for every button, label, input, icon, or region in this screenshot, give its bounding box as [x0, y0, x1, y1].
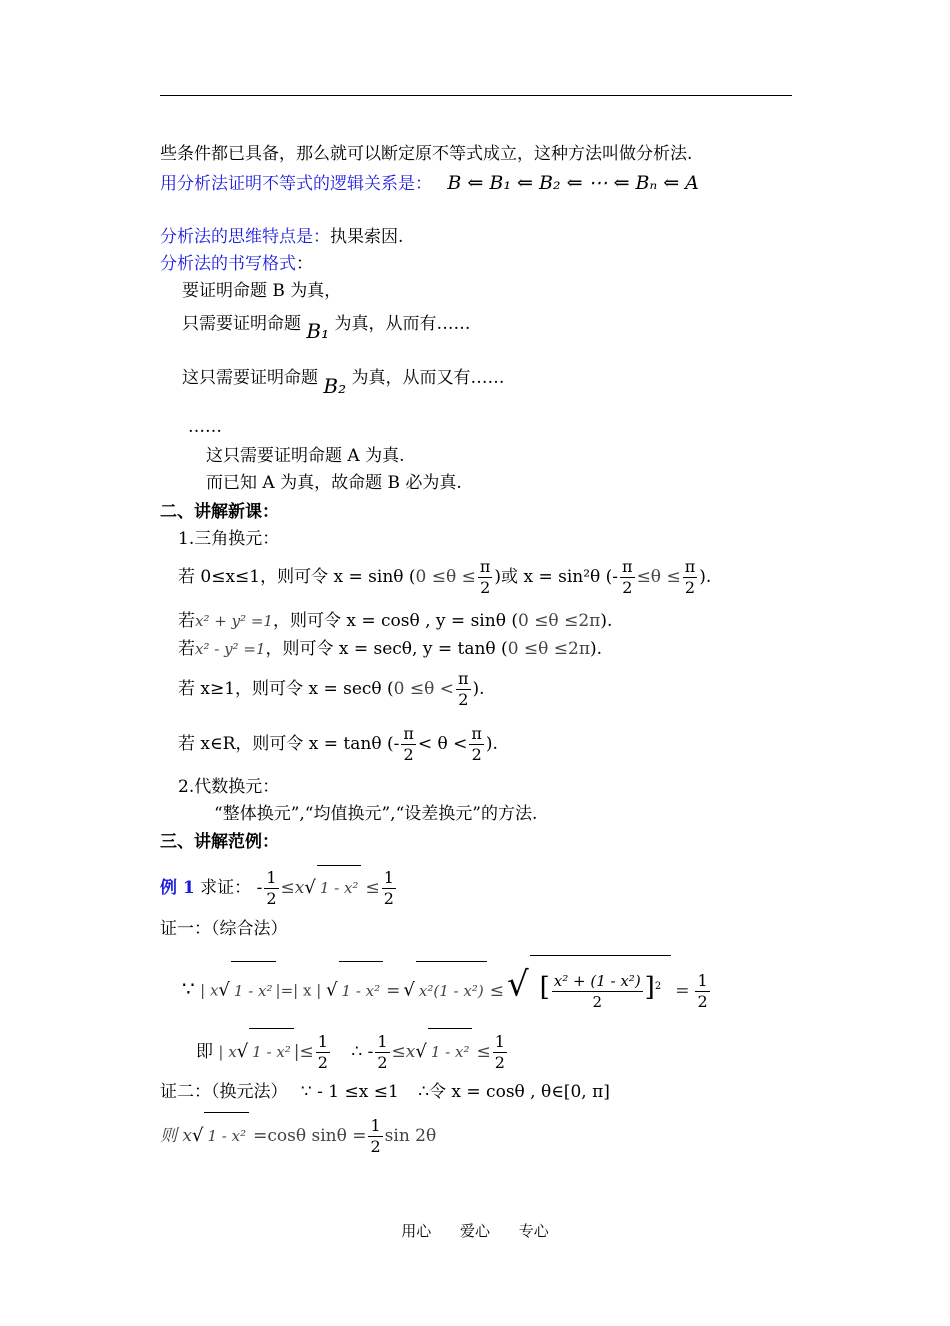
text-line [182, 365, 505, 398]
proof-1-formula: ∵ | x√ 1 - x² |=| x | √ 1 - x² = √ x²(1 - x²) ≤√ [ $\frac{\text{x² + (1 - x²)}}{2}$ ]$^2$ = $\frac{1}{2}$ [182, 955, 712, 1022]
heading-label: 分析法的思维特点是： [160, 227, 330, 247]
text: 这只需要证明命题 [182, 368, 318, 388]
fraction: $\frac{1}{2}$ [370, 1116, 381, 1156]
logic-formula: B ⇐ B₁ ⇐ B₂ ⇐ ⋯ ⇐ Bₙ ⇐ A [447, 172, 699, 194]
text-line: 而已知 A 为真，故命题 B 必为真. [206, 473, 462, 493]
subsection-heading: 2.代数换元： [178, 777, 280, 797]
text: 执果索因. [330, 227, 404, 247]
text: ： [296, 254, 313, 274]
text-line: 要证明命题 B 为真， [182, 281, 342, 301]
text: 为真，从而又有…… [351, 368, 505, 388]
proof-1-heading: 证一：（综合法） [160, 919, 288, 939]
fraction: $\frac{1}{2}$ [317, 1032, 328, 1072]
footer-text: 爱心 [459, 1222, 490, 1240]
fraction: $\frac{1}{2}$ [494, 1032, 505, 1072]
fraction: $\frac{\pi}{2}$ [403, 724, 414, 764]
math-symbol: B₂ [323, 374, 347, 398]
text-line: 些条件都已具备，那么就可以断定原不等式成立，这种方法叫做分析法. [160, 144, 693, 164]
proof-2-line: 证二：（换元法） ∵ - 1 ≤x ≤1 ∴令 x = cosθ , θ∈[0, π] [160, 1082, 610, 1102]
text-line: 这只需要证明命题 A 为真. [206, 446, 405, 466]
fraction: $\frac{\pi}{2}$ [479, 557, 491, 597]
fraction: $\frac{\pi}{2}$ [684, 557, 696, 597]
proof-1-conclusion: 即 | x√ 1 - x² |≤ $\frac{1}{2}$ ∴ - $\frac{1}{2}$ ≤x√ 1 - x² ≤ $\frac{1}{2}$ [196, 1028, 509, 1075]
fraction: $\frac{\text{x² + (1 - x²)}}{2}$ [553, 971, 641, 1011]
text-line: “整体换元”,“均值换元”,“设差换元”的方法. [214, 804, 538, 824]
proof-2-formula: 则 x√ 1 - x² =cosθ sinθ = $\frac{1}{2}$ sin 2θ [160, 1112, 436, 1159]
fraction: $\frac{1}{2}$ [266, 868, 277, 908]
text: 0 ≤θ ≤ [415, 567, 476, 587]
text: ). [699, 567, 712, 587]
example-1-line: 例 1 求证： - $\frac{1}{2}$ ≤x√ 1 - x² ≤ $\frac{1}{2}$ [160, 865, 398, 910]
fraction: $\frac{\pi}{2}$ [622, 557, 633, 597]
footer-text: 专心 [518, 1222, 549, 1240]
formula-line [178, 557, 711, 598]
text: 求证： [200, 878, 252, 898]
page-footer [0, 1220, 950, 1241]
fraction: $\frac{1}{2}$ [697, 970, 708, 1011]
text: 若 0≤x≤1，则可令 x = sinθ ( [178, 567, 416, 587]
heading-label: 用分析法证明不等式的逻辑关系是： [160, 174, 432, 194]
text: )或 x = sin²θ (- [494, 567, 619, 587]
header-rule [160, 95, 792, 96]
formula-line: 若 x∈R，则可令 x = tanθ (- $\frac{\pi}{2}$ < θ < $\frac{\pi}{2}$ ). [178, 724, 498, 764]
heading-label: 分析法的书写格式 [160, 254, 296, 274]
formula-line: 若x² + y² =1，则可令 x = cosθ , y = sinθ (0 ≤θ ≤2π). [178, 611, 613, 631]
fraction: $\frac{1}{2}$ [377, 1032, 388, 1072]
thinking-feature-line [160, 226, 403, 248]
text: 为真，从而有…… [334, 314, 471, 334]
formula-line: 若 x≥1，则可令 x = secθ (0 ≤θ < $\frac{\pi}{2}$ ). [178, 669, 485, 709]
fraction: $\frac{\pi}{2}$ [471, 724, 482, 764]
logic-relation-line [160, 172, 699, 195]
text-line: …… [188, 417, 222, 437]
footer-text: 用心 [401, 1222, 432, 1240]
text: 只需要证明命题 [182, 314, 301, 334]
section-heading: 二、讲解新课： [160, 502, 279, 522]
text: ≤θ ≤ [636, 567, 681, 587]
math-symbol: B₁ [306, 319, 330, 343]
subsection-heading: 1.三角换元： [178, 529, 280, 549]
writing-format-heading [160, 253, 313, 275]
text-line [182, 311, 471, 343]
fraction: $\frac{\pi}{2}$ [458, 669, 469, 709]
formula-line: 若x² - y² =1，则可令 x = secθ, y = tanθ (0 ≤θ ≤2π). [178, 639, 603, 659]
example-label: 例 1 [160, 878, 195, 898]
fraction: $\frac{1}{2}$ [383, 868, 394, 908]
section-heading: 三、讲解范例： [160, 832, 279, 852]
